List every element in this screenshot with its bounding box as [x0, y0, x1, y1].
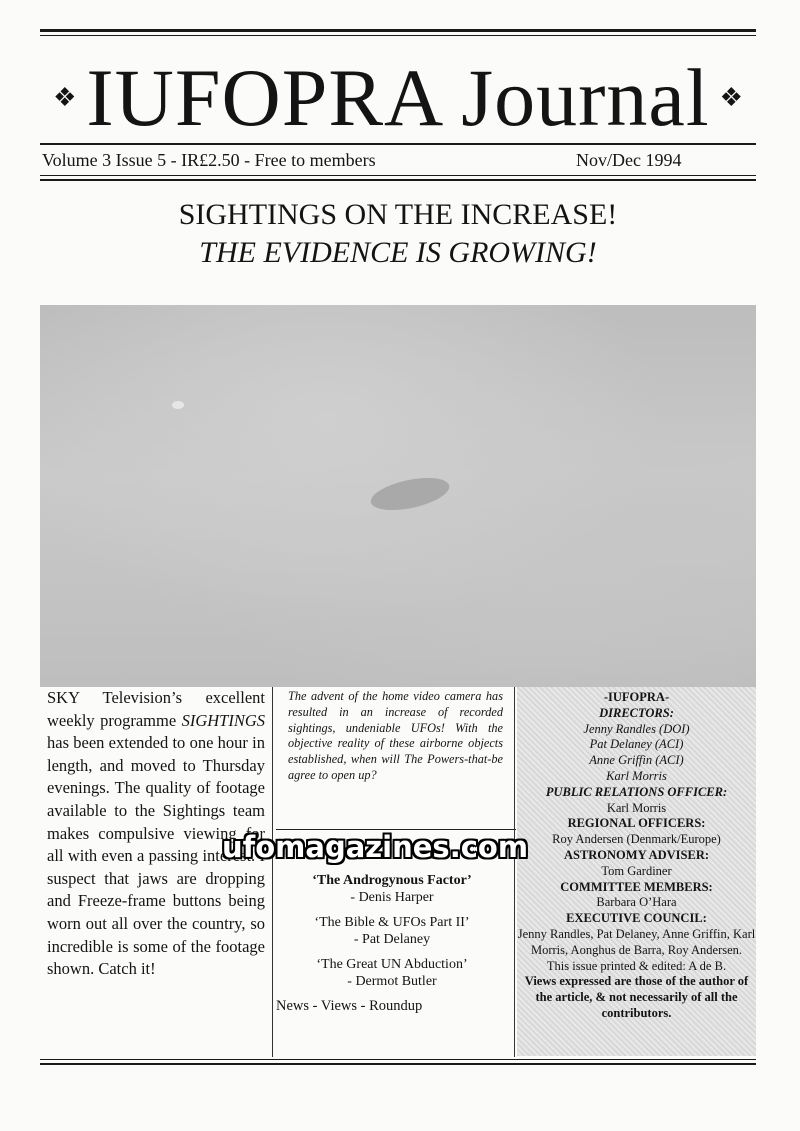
top-rule — [40, 29, 756, 32]
intro-box: The advent of the home video camera has resulted in an increase of recorded sightings, undeniable UFOs! With the objective reality of these airborne objects established, when will The Powers-that-be agree to open up? — [288, 689, 503, 782]
staff-heading-directors: DIRECTORS: — [599, 705, 674, 720]
issue-date: Nov/Dec 1994 — [576, 150, 682, 170]
staff-box — [517, 687, 756, 1056]
issue-line — [42, 148, 754, 172]
masthead — [40, 52, 756, 143]
staff-director: Karl Morris — [606, 768, 667, 783]
roundup-line: News - Views - Roundup — [276, 998, 423, 1014]
staff-disclaimer: Views expressed are those of the author of the article, & not necessarily of all the contributors. — [524, 974, 749, 1020]
contents-item — [276, 956, 508, 990]
contents-item — [276, 914, 508, 948]
contents-title: ‘The Bible & UFOs Part II’ — [314, 915, 470, 930]
light-spot — [172, 401, 184, 409]
staff-council: Jenny Randles, Pat Delaney, Anne Griffin, Karl Morris, Aonghus de Barra, Roy Andersen. — [517, 926, 756, 957]
issue-rule-thick — [40, 179, 756, 181]
bottom-rule — [40, 1059, 756, 1060]
staff-director: Pat Delaney (ACI) — [589, 737, 684, 752]
contents-title: ‘The Great UN Abduction’ — [316, 957, 468, 972]
staff-heading-pr: PUBLIC RELATIONS OFFICER: — [545, 784, 728, 799]
headline-line1: SIGHTINGS ON THE INCREASE! — [178, 198, 618, 231]
issue-info: Volume 3 Issue 5 - IR£2.50 - Free to members — [42, 150, 376, 170]
contents-author: - Dermot Butler — [347, 974, 437, 989]
ufo-photo — [40, 305, 756, 687]
article-part2: has been extended to one hour in length, and moved to Thursday evenings. The quality of footage available to the Sightings team makes compulsive viewing for all with even a passing interest. I suspect that jaws are dropping and Freeze-frame buttons being worn out all over the country, so incredible is some of the footage shown. Catch it! — [47, 733, 265, 979]
headline-line2: THE EVIDENCE IS GROWING! — [199, 236, 597, 269]
staff-heading-committee: COMMITTEE MEMBERS: — [560, 879, 713, 894]
column-divider-right — [514, 687, 515, 1057]
ufo-object — [368, 472, 452, 516]
staff-printed: This issue printed & edited: A de B. — [546, 958, 727, 973]
contents-title: ‘The Androgynous Factor’ — [312, 873, 472, 888]
staff-org: -IUFOPRA- — [603, 690, 670, 704]
headline — [40, 196, 756, 272]
staff-director: Anne Griffin (ACI) — [589, 753, 684, 768]
staff-heading-regional: REGIONAL OFFICERS: — [567, 816, 706, 831]
issue-rule — [40, 175, 756, 176]
ornament-right-icon: ❖ — [719, 83, 743, 112]
watermark: ufomagazines.com — [222, 830, 529, 864]
top-rule-thin — [40, 35, 756, 36]
contents-author: - Pat Delaney — [353, 932, 431, 947]
staff-astronomy: Tom Gardiner — [601, 863, 672, 878]
staff-committee: Barbara O’Hara — [596, 895, 677, 910]
staff-regional: Roy Andersen (Denmark/Europe) — [552, 832, 721, 847]
contents-list — [276, 872, 508, 1015]
bottom-rule-thick — [40, 1063, 756, 1065]
column-divider-left — [272, 687, 273, 1057]
staff-heading-council: EXECUTIVE COUNCIL: — [566, 911, 707, 926]
masthead-rule — [40, 143, 756, 145]
contents-author: - Denis Harper — [350, 890, 434, 905]
staff-heading-astronomy: ASTRONOMY ADVISER: — [563, 847, 710, 862]
contents-item — [276, 872, 508, 906]
article-show-name: SIGHTINGS — [181, 710, 265, 730]
staff-pr: Karl Morris — [606, 800, 667, 815]
ornament-left-icon: ❖ — [53, 83, 77, 112]
journal-title: IUFOPRA Journal — [86, 52, 710, 143]
article-part1: SKY Television’s excellent weekly programme — [47, 688, 265, 730]
staff-director: Jenny Randles (DOI) — [583, 721, 690, 736]
